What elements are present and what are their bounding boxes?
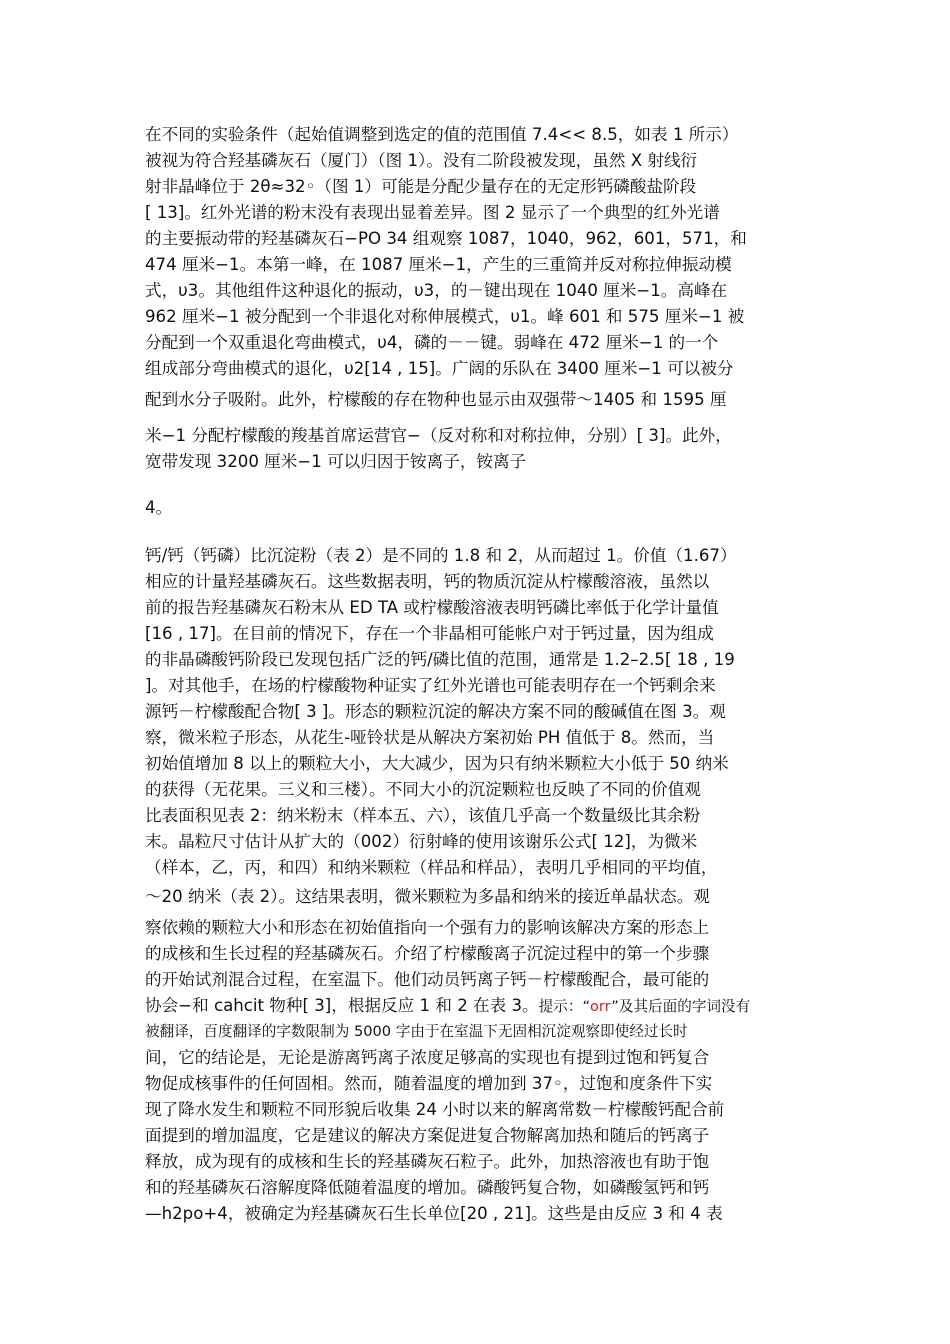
body-text-line: 物促成核事件的任何固相。然而，随着温度的增加到 37◦，过饱和度条件下实 (145, 1074, 713, 1093)
body-text-line: [ 13]。红外光谱的粉末没有表现出显着差异。图 2 显示了一个典型的红外光谱 (145, 203, 720, 222)
body-text-line: 释放，成为现有的成核和生长的羟基磷灰石粒子。此外，加热溶液也有助于饱 (145, 1152, 710, 1171)
body-text-line: 式，υ3。其他组件这种退化的振动，υ3，的－键出现在 1040 厘米−1。高峰在 (145, 281, 728, 300)
body-text-line: 474 厘米−1。本第一峰，在 1087 厘米−1，产生的三重简并反对称拉伸振动模 (145, 255, 732, 274)
body-text-line: 的获得（无花果。三义和三楼）。不同大小的沉淀颗粒也反映了不同的价值观 (145, 780, 701, 799)
body-text-line: [16 , 17]。在目前的情况下，存在一个非晶相可能帐户对于钙过量，因为组成 (145, 624, 714, 643)
body-text-line: 相应的计量羟基磷灰石。这些数据表明，钙的物质沉淀从柠檬酸溶液，虽然以 (145, 572, 710, 591)
body-text-line: 和的羟基磷灰石溶解度降低随着温度的增加。磷酸钙复合物，如磷酸氢钙和钙 (145, 1178, 710, 1197)
translation-notice-line: 被翻译，百度翻译的字数限制为 5000 字由于在室温下无固相沉淀观察即使经过长时 (145, 1023, 688, 1040)
body-text-line: 分配到一个双重退化弯曲模式，υ4，磷的－－键。弱峰在 472 厘米−1 的一个 (145, 333, 719, 352)
body-text-line: 米−1 分配柠檬酸的羧基首席运营官−（反对称和对称拉伸，分别）[ 3]。此外， (145, 426, 732, 445)
body-text-line: 面提到的增加温度，它是建议的解决方案促进复合物解离加热和随后的钙离子 (145, 1126, 710, 1145)
body-text-line: 配到水分子吸附。此外，柠檬酸的存在物种也显示由双强带～1405 和 1595 厘 (145, 390, 727, 409)
body-text-line: 的非晶磷酸钙阶段已发现包括广泛的钙/磷比值的范围，通常是 1.2–2.5[ 18 , 19 (145, 650, 735, 669)
body-text-line: —h2po+4，被确定为羟基磷灰石生长单位[20 , 21]。这些是由反应 3 和 4 表 (145, 1204, 723, 1223)
body-text-line: （样本，乙，丙，和四）和纳米颗粒（样品和样品），表明几乎相同的平均值， (145, 858, 718, 877)
body-text-line: 宽带发现 3200 厘米−1 可以归因于铵离子，铵离子 (145, 452, 527, 471)
body-text-line: 4。 (145, 498, 173, 517)
body-text-line-with-notice (145, 995, 810, 1018)
body-text-line: 察，微米粒子形态，从花生-哑铃状是从解决方案初始 PH 值低于 8。然而，当 (145, 728, 715, 747)
body-text-fragment: 协会−和 cahcit 物种[ 3]，根据反应 1 和 2 在表 3。 (145, 996, 539, 1015)
translation-notice-highlight: orr (590, 998, 612, 1015)
body-text-line: 末。晶粒尺寸估计从扩大的（002）衍射峰的使用该谢乐公式[ 12]，为微米 (145, 832, 698, 851)
body-text-line: 源钙－柠檬酸配合物[ 3 ]。形态的颗粒沉淀的解决方案不同的酸碱值在图 3。观 (145, 702, 726, 721)
body-text-line: 间，它的结论是，无论是游离钙离子浓度足够高的实现也有提到过饱和钙复合 (145, 1048, 710, 1067)
translation-notice-prefix: 提示： (538, 998, 583, 1015)
body-text-line: 初始值增加 8 以上的颗粒大小，大大减少，因为只有纳米颗粒大小低于 50 纳米 (145, 754, 729, 773)
body-text-line: 钙/钙（钙磷）比沉淀粉（表 2）是不同的 1.8 和 2，从而超过 1。价值（1.67） (145, 546, 737, 565)
body-text-line: 的开始试剂混合过程，在室温下。他们动员钙离子钙－柠檬酸配合，最可能的 (145, 970, 710, 989)
body-text-line: 射非晶峰位于 2θ≈32◦（图 1）可能是分配少量存在的无定形钙磷酸盐阶段 (145, 177, 697, 196)
body-text-line: 的主要振动带的羟基磷灰石−PO 34 组观察 1087，1040，962，601，571，和 (145, 229, 747, 248)
body-text-line: ～20 纳米（表 2）。这结果表明，微米颗粒为多晶和纳米的接近单晶状态。观 (145, 887, 710, 906)
translation-notice-rest: ”及其后面的字词没有 (611, 998, 751, 1015)
body-text-line: 的成核和生长过程的羟基磷灰石。介绍了柠檬酸离子沉淀过程中的第一个步骤 (145, 944, 710, 963)
body-text-line: 组成部分弯曲模式的退化，υ2[14 , 15]。广阔的乐队在 3400 厘米−1 可以被分 (145, 359, 734, 378)
body-text-line: 962 厘米−1 被分配到一个非退化对称伸展模式，υ1。峰 601 和 575 厘米−1 被 (145, 307, 745, 326)
body-text-line: 察依赖的颗粒大小和形态在初始值指向一个强有力的影响该解决方案的形态上 (145, 918, 710, 937)
body-text-line: 现了降水发生和颗粒不同形貌后收集 24 小时以来的解离常数－柠檬酸钙配合前 (145, 1100, 725, 1119)
translation-notice-quote: “ (582, 998, 590, 1015)
body-text-line: 前的报告羟基磷灰石粉末从 ED TA 或柠檬酸溶液表明钙磷比率低于化学计量值 (145, 598, 719, 617)
body-text-line: 被视为符合羟基磷灰石（厦门）（图 1）。没有二阶段被发现，虽然 X 射线衍 (145, 151, 698, 170)
body-text-line: 在不同的实验条件（起始值调整到选定的值的范围值 7.4<< 8.5，如表 1 所示） (145, 125, 739, 144)
body-text-line: 比表面积见表 2：纳米粉末（样本五、六），该值几乎高一个数量级比其余粉 (145, 806, 701, 825)
body-text-line: ]。对其他手，在场的柠檬酸物种证实了红外光谱也可能表明存在一个钙剩余来 (145, 676, 716, 695)
